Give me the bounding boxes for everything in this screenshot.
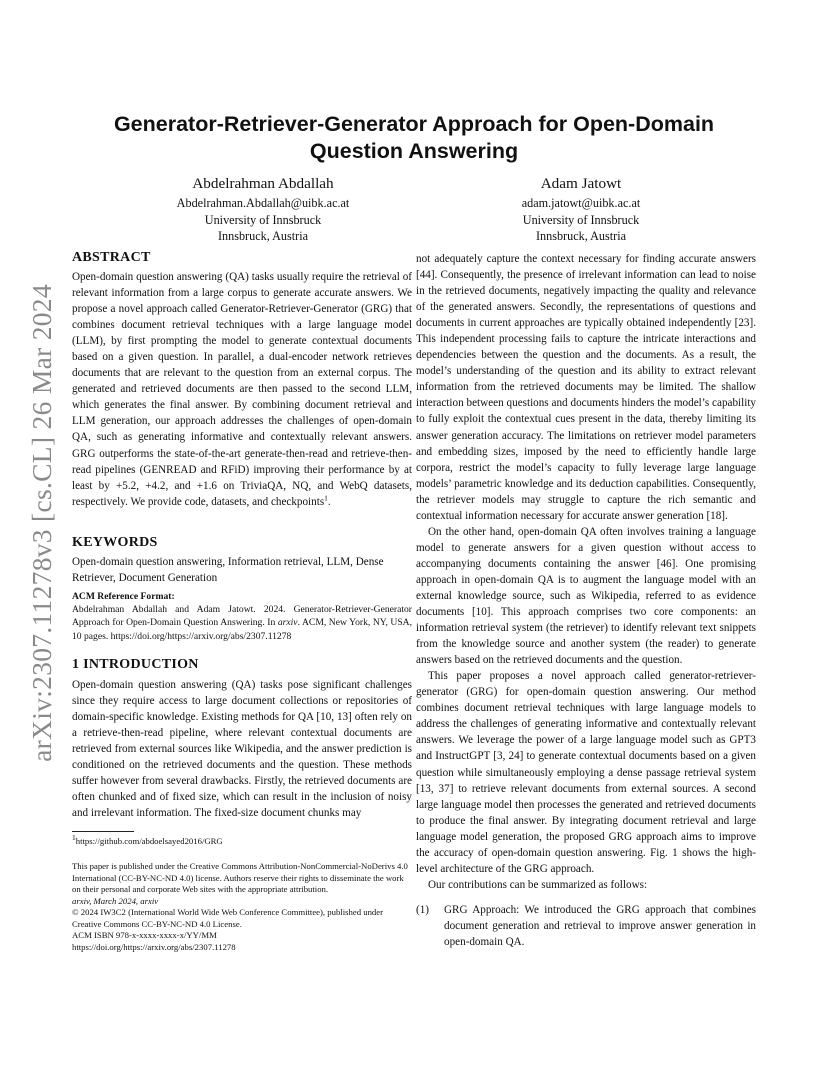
contribution-number: (1) [416, 903, 429, 916]
acm-reference-venue: arxiv [277, 617, 298, 629]
acm-reference-after: . ACM, New York, NY, USA, 10 pages. https://doi.org/https://arxiv.org/abs/2307.11278 [72, 617, 412, 642]
acm-reference-section [72, 590, 412, 643]
abstract-body: Open-domain question answering (QA) tasks usually require the retrieval of relevant information from a large corpus to generate accurate answers. We propose a novel approach called Generator-Retriever-Generator (GRG) that combines document retrieval techniques with a large language model (LLM), by first prompting the model to generate contextual documents based on a given question. In parallel, a dual-encoder network retrieves documents that are relevant to the question from an external corpus. The generated and retrieved documents are then passed to the second LLM, which generates the final answer. By combining document retrieval and LLM generation, our approach addresses the challenges of open-domain QA, such as generating informative and contextually relevant answers. GRG outperforms the state-of-the-art generate-then-read and retrieve-then-read pipelines (GENREAD and RFiD) improving their performance by at least by +5.2, +4.2, and +1.6 on TriviaQA, NQ, and WebQ datasets, respectively. We provide code, datasets, and checkpoints [72, 271, 412, 508]
right-column [416, 251, 756, 950]
introduction-right-paragraph-3: This paper proposes a novel approach called generator-retriever-generator (GRG) for open-domain question answering. Our method combines document retrieval techniques with large language models to address the challenges of generating informative and contextually relevant answers. We leverage the power of a large language model such as GPT3 and InstructGPT [3, 24] to generate contextual documents based on a given question while simultaneously employing a dense passage retrieval system [13, 37] to retrieve relevant documents from external sources. A second large language model then processes the generated and retrieved documents to produce the final answer. By integrating document retrieval and large language model generation, the proposed GRG approach aims to improve the accuracy of open-domain question answering. Fig. 1 shows the high-level architecture of the GRG approach. [416, 670, 756, 875]
keywords-section [72, 534, 412, 586]
keywords-text: Open-domain question answering, Information retrieval, LLM, Dense Retriever, Document Generation [72, 556, 384, 584]
author-email[interactable]: adam.jatowt@uibk.ac.at [521, 196, 641, 210]
footnote-text [72, 833, 412, 848]
introduction-right-paragraph-4: Our contributions can be summarized as follows: [428, 878, 648, 891]
license-venue [72, 896, 412, 908]
license-venue-text: arxiv, March 2024, arxiv [72, 895, 159, 906]
introduction-right-paragraph-2: On the other hand, open-domain QA often involves training a language model to generate answers for a given question without access to accompanying documents containing the answer [46]. One promising approach in open-domain QA is to augment the language model with an external knowledge source, such as Wikipedia, referred to as evidence documents [10]. This approach comprises two core components: an information retrieval system (the retriever) to identify relevant text snippets from the knowledge source and another system (the reader) to generate answers based on the retrieved documents and the question. [416, 525, 756, 667]
introduction-section [72, 656, 412, 821]
introduction-heading: 1 INTRODUCTION [72, 657, 199, 672]
contribution-text: GRG Approach: We introduced the GRG approach that combines document generation and retrieval to improve answer generation in open-domain QA. [444, 903, 756, 948]
author-affiliation: University of Innsbruck [522, 212, 640, 227]
abstract-heading: ABSTRACT [72, 250, 151, 265]
abstract-end: . [327, 495, 331, 508]
introduction-right-paragraph-1: not adequately capture the context necessary for finding accurate answers [44]. Consequently, the presence of irrelevant information can lead to noise in the retrieved documents, negatively impacting the quality and relevance of the generated answers. Secondly, the representations of questions and documents in current approaches are typically obtained independently [23]. This independent processing fails to capture the intricate interactions and dependencies between the question and the documents. As a result, the model’s understanding of the question and its ability to extract relevant information from the retrieved documents may be limited. The shallow interaction between questions and documents hinders the model’s capability to fully exploit the contextual cues present in the data, thereby limiting its answer generation accuracy. The limitations on retriever model parameters and embedding sizes, imposed by the need to efficiently handle large corpora, restrict the model’s capacity to fully leverage large language models’ parametric knowledge and its deduction capabilities. Consequently, the retriever models may struggle to capture the rich semantic and contextual information necessary for accurate answer generation [18]. [416, 253, 756, 522]
author-name: Adam Jatowt [540, 175, 622, 192]
abstract-text [72, 269, 412, 510]
author-block-1 [133, 174, 393, 245]
title-line-1: Generator-Retriever-Generator Approach for Open-Domain [113, 112, 715, 136]
author-name: Abdelrahman Abdallah [192, 175, 334, 192]
license-section [72, 861, 412, 953]
paper-title [72, 111, 756, 165]
contribution-item [416, 902, 756, 950]
footnote-rule [72, 831, 134, 832]
abstract-section [72, 249, 412, 510]
license-text: This paper is published under the Creative Commons Attribution-NonCommercial-NoDerivs 4.0 International (CC-BY-NC-ND 4.0) license. Authors reserve their rights to disseminate the work on their personal and corporate Web sites with the appropriate attribution. [72, 861, 408, 894]
license-copyright: © 2024 IW3C2 (International World Wide Web Conference Committee), published under Creative Commons CC-BY-NC-ND 4.0 License. [72, 907, 384, 929]
author-email[interactable]: Abdelrahman.Abdallah@uibk.ac.at [176, 196, 350, 210]
author-affiliation: University of Innsbruck [204, 212, 322, 227]
footnote-mark[interactable]: 1 [324, 492, 328, 502]
arxiv-identifier-text: arXiv:2307.11278v3 [cs.CL] 26 Mar 2024 [26, 283, 57, 762]
arxiv-identifier-stamp [22, 285, 62, 760]
acm-reference-text [72, 603, 412, 643]
footnote-section [72, 831, 412, 848]
author-location: Innsbruck, Austria [535, 229, 627, 243]
footnote-mark: 1 [72, 833, 76, 843]
title-line-2: Question Answering [309, 139, 519, 163]
acm-reference-before: Abdelrahman Abdallah and Adam Jatowt. 2024. Generator-Retriever-Generator Approach for Open-Domain Question Answering. In [72, 604, 412, 629]
footnote-url[interactable]: https://github.com/abdoelsayed2016/GRG [75, 836, 223, 846]
author-location: Innsbruck, Austria [217, 229, 309, 243]
introduction-left-text: Open-domain question answering (QA) tasks pose significant challenges since they require access to large document collections or repositories of domain-specific knowledge. Existing methods for QA [10, 13] often rely on a retrieve-then-read pipeline, where relevant contextual documents are retrieved from external sources like Wikipedia, and the answer prediction is conditioned on the retrieved documents and the question. These methods suffer however from several drawbacks. Firstly, the retrieved documents are often chunked and of fixed size, which can result in the inclusion of noisy and irrelevant information. The fixed-size document chunks may [72, 679, 412, 820]
acm-reference-heading: ACM Reference Format: [72, 591, 175, 602]
license-doi[interactable]: https://doi.org/https://arxiv.org/abs/2307.11278 [72, 941, 236, 952]
author-block-2 [451, 174, 711, 245]
keywords-heading: KEYWORDS [72, 535, 158, 550]
license-isbn: ACM ISBN 978-x-xxxx-xxxx-x/YY/MM [72, 930, 217, 940]
